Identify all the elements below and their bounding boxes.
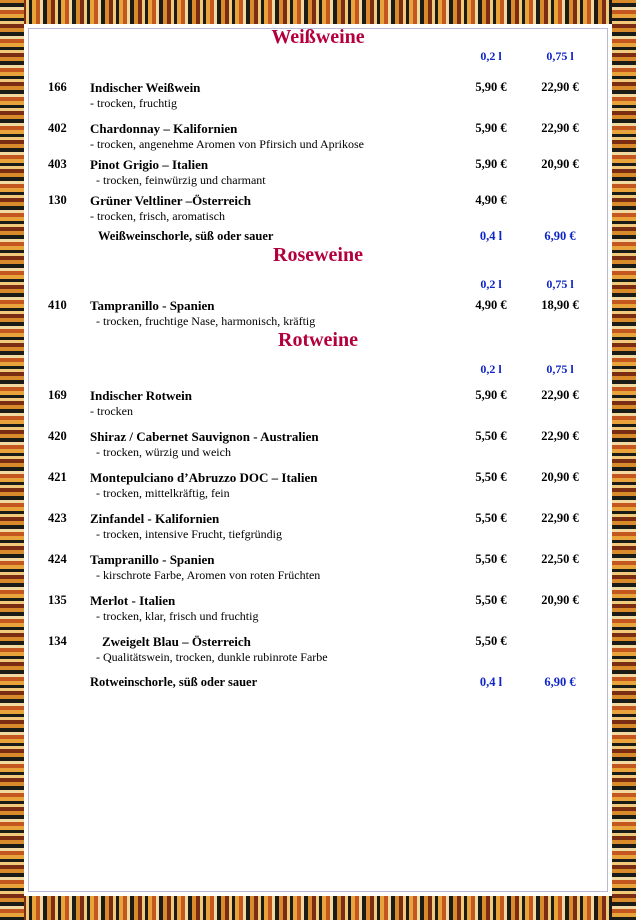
wine-number: 169 xyxy=(48,388,67,402)
wine-description: - Qualitätswein, trocken, dunkle rubinrote Farbe xyxy=(96,650,328,664)
table-row-description xyxy=(40,404,596,419)
wine-description: - kirschrote Farbe, Aromen von roten Früchten xyxy=(96,568,321,582)
table-row xyxy=(40,429,596,445)
measure-large: 0,75 l xyxy=(546,277,574,291)
table-row xyxy=(40,470,596,486)
section-title-roseweine: Roseweine xyxy=(273,244,363,266)
wine-price-large: 20,90 € xyxy=(541,470,579,484)
wine-name: Tampranillo - Spanien xyxy=(90,298,215,313)
wine-table-weissweine xyxy=(40,49,596,244)
table-row xyxy=(40,193,596,209)
table-row xyxy=(40,552,596,568)
measure-small: 0,2 l xyxy=(480,362,502,376)
wine-price-small: 5,50 € xyxy=(475,429,507,443)
border-band-right xyxy=(612,0,636,920)
wine-price-small: 4,90 € xyxy=(475,298,507,312)
measure-small: 0,2 l xyxy=(480,49,502,63)
wine-price-small: 5,50 € xyxy=(475,634,507,648)
wine-name: Zweigelt Blau – Österreich xyxy=(102,634,251,649)
wine-number: 130 xyxy=(48,193,67,207)
wine-price-small: 4,90 € xyxy=(475,193,507,207)
measure-large: 0,75 l xyxy=(546,49,574,63)
schorle-label: Weißweinschorle, süß oder sauer xyxy=(98,229,274,243)
wine-description: - trocken, frisch, aromatisch xyxy=(90,209,225,223)
wine-name: Tampranillo - Spanien xyxy=(90,552,215,567)
wine-name: Montepulciano d’Abruzzo DOC – Italien xyxy=(90,470,318,485)
spacer-row xyxy=(40,267,596,277)
table-row-description xyxy=(40,650,596,665)
wine-number: 166 xyxy=(48,80,67,94)
wine-price-small: 5,90 € xyxy=(475,157,507,171)
spacer-row xyxy=(40,352,596,362)
wine-price-small: 5,90 € xyxy=(475,388,507,402)
wine-description: - trocken, feinwürzig und charmant xyxy=(96,173,266,187)
spacer-row xyxy=(40,70,596,80)
wine-description: - trocken, intensive Frucht, tiefgründig xyxy=(96,527,282,541)
wine-number: 423 xyxy=(48,511,67,525)
schorle-row-weiss xyxy=(40,229,596,244)
table-row-description xyxy=(40,173,596,188)
wine-name: Grüner Veltliner –Österreich xyxy=(90,193,252,208)
table-row-description xyxy=(40,609,596,624)
wine-description: - trocken xyxy=(90,404,133,418)
table-row-description xyxy=(40,314,596,329)
border-band-bottom xyxy=(0,896,636,920)
wine-number: 402 xyxy=(48,121,67,135)
border-band-top xyxy=(0,0,636,24)
table-row xyxy=(40,121,596,137)
wine-price-large xyxy=(524,193,596,209)
wine-table-rotweine xyxy=(40,352,596,690)
spacer-row xyxy=(40,624,596,634)
wine-price-large: 20,90 € xyxy=(541,157,579,171)
spacer-row xyxy=(40,419,596,429)
table-row-description xyxy=(40,486,596,501)
measure-header-row xyxy=(40,277,596,298)
menu-content xyxy=(30,26,606,894)
wine-price-large: 22,90 € xyxy=(541,429,579,443)
measure-header-row xyxy=(40,49,596,70)
wine-number: 135 xyxy=(48,593,67,607)
wine-name: Merlot - Italien xyxy=(90,593,176,608)
border-band-left xyxy=(0,0,24,920)
measure-spacer xyxy=(40,49,90,70)
table-row xyxy=(40,593,596,609)
wine-number: 421 xyxy=(48,470,67,484)
spacer-row xyxy=(40,542,596,552)
table-row xyxy=(40,388,596,404)
table-row xyxy=(40,634,596,650)
table-row-description xyxy=(40,568,596,583)
wine-number: 424 xyxy=(48,552,67,566)
measure-large: 0,75 l xyxy=(546,362,574,376)
table-row-description xyxy=(40,96,596,111)
schorle-row-rot xyxy=(40,675,596,690)
wine-name: Zinfandel - Kalifornien xyxy=(90,511,220,526)
wine-price-large: 20,90 € xyxy=(541,593,579,607)
wine-price-small: 5,50 € xyxy=(475,552,507,566)
schorle-price: 6,90 € xyxy=(544,675,576,689)
table-row xyxy=(40,80,596,96)
wine-name: Indischer Weißwein xyxy=(90,80,201,95)
wine-price-large: 22,90 € xyxy=(541,80,579,94)
section-title-weissweine: Weißweine xyxy=(271,26,365,48)
wine-price-large: 22,90 € xyxy=(541,388,579,402)
wine-price-small: 5,90 € xyxy=(475,121,507,135)
schorle-price: 6,90 € xyxy=(544,229,576,243)
wine-description: - trocken, mittelkräftig, fein xyxy=(96,486,230,500)
spacer-row xyxy=(40,501,596,511)
schorle-label: Rotweinschorle, süß oder sauer xyxy=(90,675,258,689)
spacer-row xyxy=(40,665,596,675)
schorle-measure: 0,4 l xyxy=(479,229,503,243)
wine-price-large: 18,90 € xyxy=(541,298,579,312)
measure-header-row xyxy=(40,362,596,383)
table-row-description xyxy=(40,137,596,152)
wine-price-small: 5,90 € xyxy=(475,80,507,94)
wine-price-small: 5,50 € xyxy=(475,511,507,525)
wine-number: 403 xyxy=(48,157,67,171)
wine-name: Chardonnay – Kalifornien xyxy=(90,121,238,136)
wine-price-large: 22,90 € xyxy=(541,121,579,135)
table-row-description xyxy=(40,445,596,460)
wine-price-large: 22,90 € xyxy=(541,511,579,525)
wine-table-roseweine xyxy=(40,267,596,329)
wine-description: - trocken, fruchtige Nase, harmonisch, kräftig xyxy=(96,314,316,328)
table-row xyxy=(40,157,596,173)
wine-description: - trocken, fruchtig xyxy=(90,96,177,110)
spacer-row xyxy=(40,583,596,593)
spacer-row xyxy=(40,111,596,121)
wine-description: - trocken, angenehme Aromen von Pfirsich und Aprikose xyxy=(90,137,364,151)
table-row xyxy=(40,511,596,527)
wine-description: - trocken, würzig und weich xyxy=(96,445,231,459)
schorle-measure: 0,4 l xyxy=(479,675,503,689)
wine-name: Pinot Grigio – Italien xyxy=(90,157,209,172)
section-title-rotweine: Rotweine xyxy=(278,329,358,351)
measure-spacer-name xyxy=(90,49,458,70)
wine-number: 410 xyxy=(48,298,67,312)
wine-number: 134 xyxy=(48,634,67,648)
wine-price-small: 5,50 € xyxy=(475,593,507,607)
wine-name: Shiraz / Cabernet Sauvignon - Australien xyxy=(90,429,319,444)
wine-name: Indischer Rotwein xyxy=(90,388,192,403)
wine-number: 420 xyxy=(48,429,67,443)
wine-price-large: 22,50 € xyxy=(541,552,579,566)
wine-price-small: 5,50 € xyxy=(475,470,507,484)
spacer-row xyxy=(40,460,596,470)
measure-small: 0,2 l xyxy=(480,277,502,291)
table-row xyxy=(40,298,596,314)
table-row-description xyxy=(40,209,596,224)
wine-price-large xyxy=(524,634,596,650)
table-row-description xyxy=(40,527,596,542)
wine-description: - trocken, klar, frisch und fruchtig xyxy=(96,609,259,623)
